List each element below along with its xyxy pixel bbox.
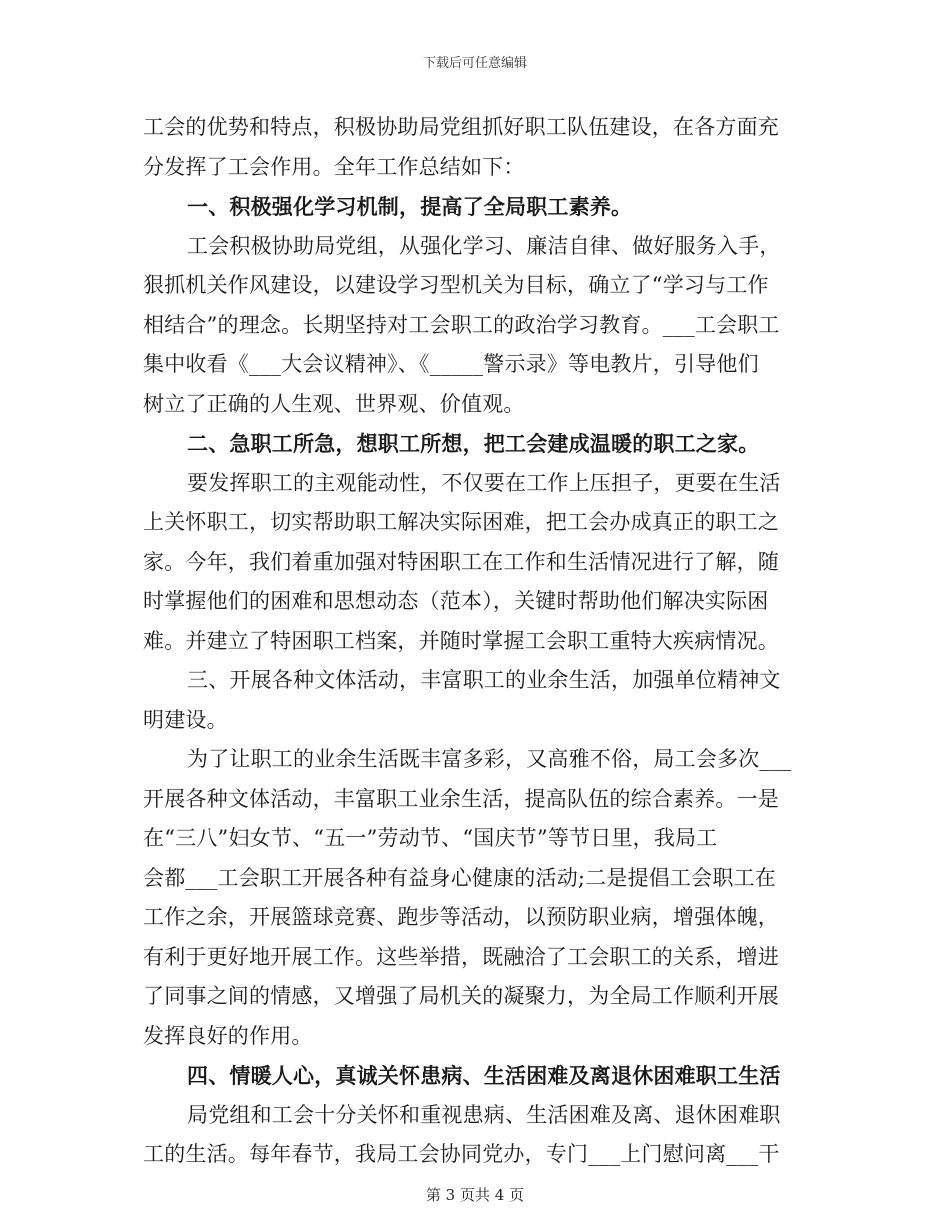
text-line: 局党组和工会十分关怀和重视患病、生活困难及离、退休困难职 [187,1102,781,1127]
page-header: 下载后可任意编辑 [422,56,527,71]
text-line: 要发挥职工的主观能动性，不仅要在工作上压担子，更要在生活 [187,470,781,495]
text-line: 工的生活。每年春节，我局工会协同党办，专门___上门慰问离___干 [143,1142,780,1166]
text-line: 上关怀职工，切实帮助职工解决实际困难，把工会办成真正的职工之 [143,510,779,534]
page-footer: 第 3 页共 4 页 [425,1186,525,1204]
text-line: 工会的优势和特点，积极协助局党组抓好职工队伍建设，在各方面充 [143,115,779,139]
text-line: 了同事之间的情感，又增强了局机关的凝聚力，为全局工作顺利开展 [143,984,779,1008]
text-line: 发挥良好的作用。 [143,1023,313,1048]
text-line: 树立了正确的人生观、世界观、价值观。 [143,391,525,416]
text-line: 集中收看《___大会议精神》、《_____警示录》等电教片，引导他们 [143,352,759,376]
text-line: 三、开展各种文体活动，丰富职工的业余生活，加强单位精神文 [187,668,781,692]
text-line: 为了让职工的业余生活既丰富多彩，又高雅不俗，局工会多次___ [187,747,792,771]
section-heading: 四、情暖人心，真诚关怀患病、生活困难及离退休困难职工生活 [187,1063,781,1088]
section-heading: 一、积极强化学习机制，提高了全局职工素养。 [187,194,633,219]
text-line: 明建设。 [143,707,228,732]
document-body [143,108,808,1175]
text-line: 家。今年，我们着重加强对特困职工在工作和生活情况进行了解，随 [143,549,779,574]
text-line: 有利于更好地开展工作。这些举措，既融洽了工会职工的关系，增进 [143,944,779,969]
text-line: 相结合”的理念。长期坚持对工会职工的政治学习教育。___工会职工 [143,312,780,337]
section-heading: 二、急职工所急，想职工所想，把工会建成温暖的职工之家。 [187,431,760,456]
text-line: 时掌握他们的困难和思想动态（范本），关键时帮助他们解决实际困 [143,589,769,613]
text-line: 狠抓机关作风建设，以建设学习型机关为目标，确立了“学习与工作 [143,273,769,297]
text-line: 难。并建立了特困职工档案，并随时掌握工会职工重特大疾病情况。 [143,628,779,653]
text-line: 在“三八”妇女节、“五一”劳动节、“国庆节”等节日里，我局工 [143,826,718,850]
text-line: 工会积极协助局党组，从强化学习、廉洁自律、做好服务入手， [187,233,781,258]
text-line: 会都___工会职工开展各种有益身心健康的活动;二是提倡工会职工在 [143,865,776,890]
text-line: 工作之余，开展篮球竞赛、跑步等活动，以预防职业病，增强体魄， [143,905,779,929]
text-line: 分发挥了工会作用。全年工作总结如下： [143,154,525,179]
text-line: 开展各种文体活动，丰富职工业余生活，提高队伍的综合素养。一是 [143,786,779,811]
